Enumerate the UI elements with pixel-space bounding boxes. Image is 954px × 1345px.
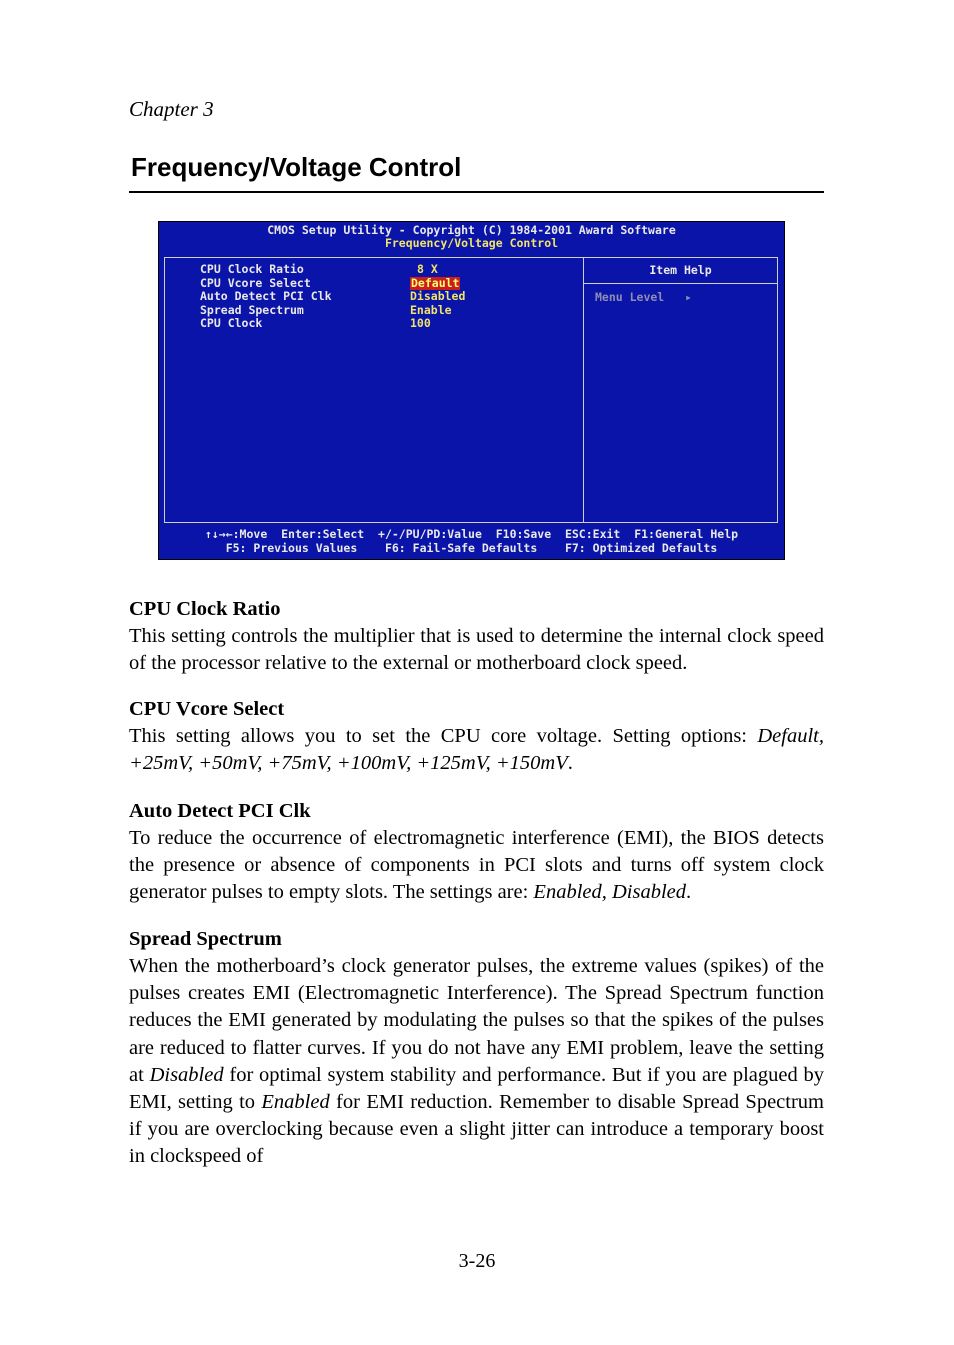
title-divider	[129, 191, 824, 193]
chapter-label: Chapter 3	[129, 97, 214, 121]
body-text: .	[567, 752, 573, 775]
bios-item-value[interactable]: Disabled	[410, 289, 466, 303]
item-help-title: Item Help	[649, 263, 712, 277]
body-text: for EMI reduction. Remember to disable Spread Spectrum if you are overclocking because even a slight jitter can introduce a temporary boost in clockspeed of	[129, 1091, 824, 1168]
body-options: Enabled, Disabled	[533, 881, 687, 904]
section-auto-detect-pci-clk	[129, 798, 824, 907]
page-number: 3-26	[458, 1250, 496, 1272]
page-title: Frequency/Voltage Control	[131, 152, 462, 182]
bios-item-value-selected[interactable]: Default	[411, 275, 460, 290]
section-heading: Spread Spectrum	[129, 928, 282, 950]
section-body: This setting controls the multiplier that is used to determine the internal clock speed of the processor relative to the external or motherboard clock speed.	[129, 625, 824, 675]
body-option: Enabled	[261, 1091, 330, 1114]
bios-item-value[interactable]: Enable	[410, 302, 452, 317]
section-cpu-clock-ratio	[129, 596, 824, 677]
bios-item-value[interactable]: 8 X	[417, 262, 438, 276]
section-body	[129, 723, 824, 777]
body-text: When the motherboard’s clock generator pulses, the extreme values (spikes) of the pulses creates EMI (Electromagnetic Interference). The Spread Spectrum function reduces the EMI generated by modulating the pulses so that the spikes of the pulses are reduced to flatter curves. If you do not have any EMI problem, leave the setting at	[129, 955, 824, 1086]
bios-item-label[interactable]: Auto Detect PCI Clk	[200, 289, 332, 303]
menu-level-text: Menu Level ▸	[595, 290, 692, 304]
bios-footer-keys: ↑↓→←:Move Enter:Select +/-/PU/PD:Value F10:Save ESC:Exit F1:General Help	[204, 527, 739, 541]
bios-screenshot	[159, 222, 784, 559]
bios-item-label[interactable]: CPU Clock	[200, 316, 263, 330]
section-spread-spectrum	[129, 926, 824, 1171]
help-divider	[584, 283, 777, 284]
section-body	[129, 953, 824, 1171]
body-options: Default, +25mV, +50mV, +75mV, +100mV, +125mV, +150mV	[129, 725, 824, 775]
body-text: .	[686, 881, 692, 904]
section-body	[129, 825, 824, 907]
bios-item-value[interactable]: 100	[410, 316, 431, 330]
section-cpu-vcore-select	[129, 696, 824, 777]
section-heading: Auto Detect PCI Clk	[129, 800, 311, 822]
section-heading: CPU Vcore Select	[129, 698, 285, 720]
body-option: Disabled	[149, 1063, 224, 1086]
body-text: for optimal system stability and performance. But if you are plagued by EMI, setting to	[129, 1063, 825, 1114]
bios-footer-defaults: F5: Previous Values F6: Fail-Safe Defaults F7: Optimized Defaults	[225, 541, 718, 555]
body-text: This setting allows you to set the CPU core voltage. Setting options:	[129, 725, 758, 747]
body-text: To reduce the occurrence of electromagnetic interference (EMI), the BIOS detects the presence or absence of components in PCI slots and turns off system clock generator pulses to empty slots. The settings are:	[129, 827, 824, 904]
bios-header-title: Frequency/Voltage Control	[384, 236, 559, 250]
bios-item-label[interactable]: Spread Spectrum	[200, 302, 304, 317]
bios-item-label[interactable]: CPU Vcore Select	[200, 275, 311, 290]
bios-item-label[interactable]: CPU Clock Ratio	[200, 262, 304, 276]
bios-header-copyright: CMOS Setup Utility - Copyright (C) 1984-2001 Award Software	[267, 223, 676, 237]
section-heading: CPU Clock Ratio	[129, 598, 281, 620]
